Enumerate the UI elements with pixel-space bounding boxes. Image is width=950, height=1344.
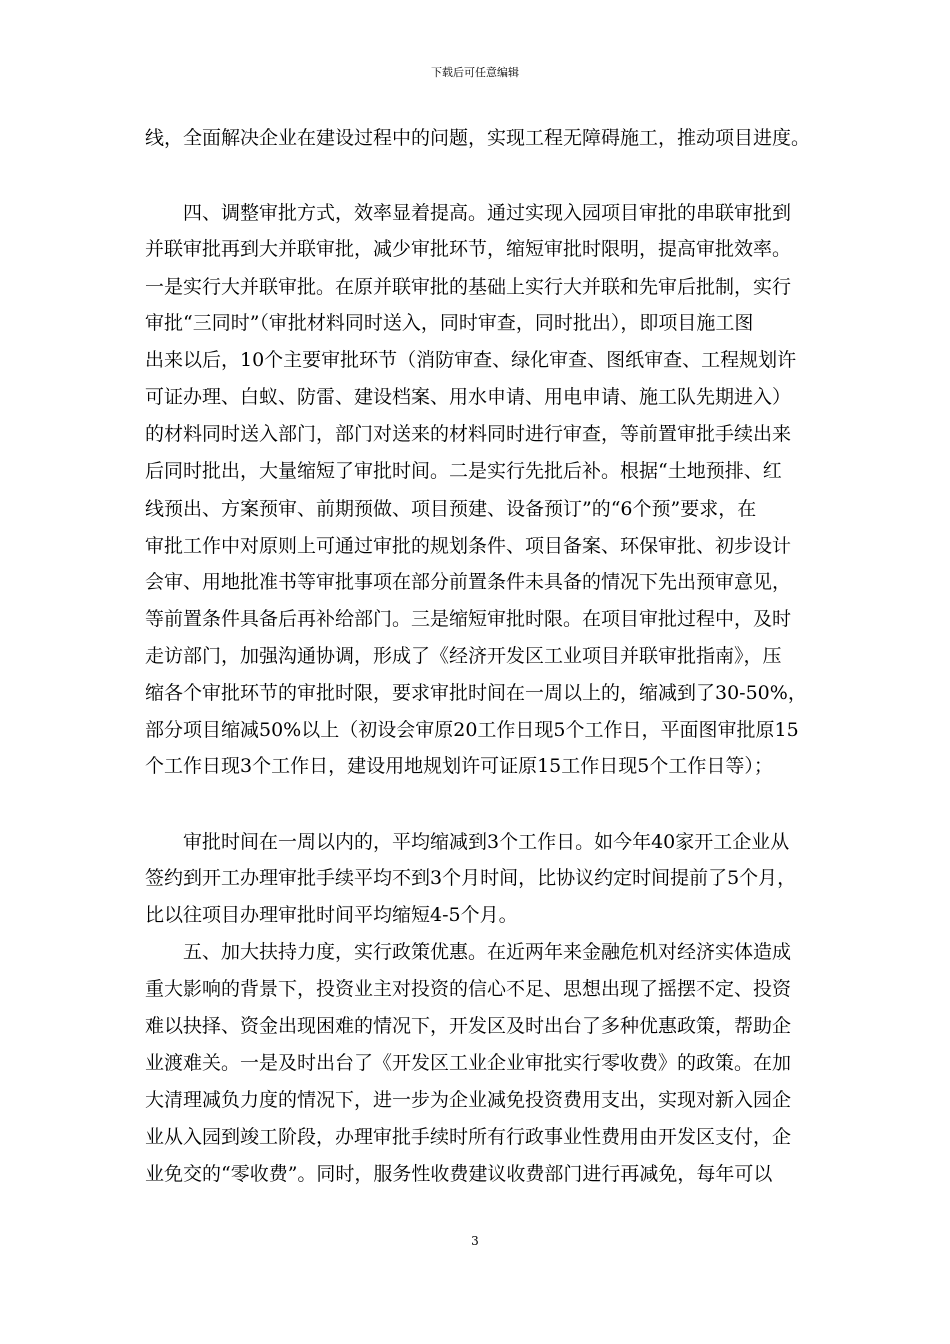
body-text-line: 等前置条件具备后再补给部门。三是缩短审批时限。在项目审批过程中，及时 bbox=[145, 608, 792, 630]
body-text-line: 业免交的“零收费”。同时，服务性收费建议收费部门进行再减免，每年可以 bbox=[145, 1163, 773, 1185]
body-text-line: 五、加大扶持力度，实行政策优惠。在近两年来金融危机对经济实体造成 bbox=[145, 941, 792, 963]
body-text-line: 大清理减负力度的情况下，进一步为企业减免投资费用支出，实现对新入园企 bbox=[145, 1089, 792, 1111]
body-text-line: 四、调整审批方式，效率显着提高。通过实现入园项目审批的串联审批到 bbox=[145, 202, 792, 224]
body-text-line: 后同时批出，大量缩短了审批时间。二是实行先批后补。根据“土地预排、红 bbox=[145, 460, 782, 482]
body-text-line: 部分项目缩减50%以上（初设会审原20工作日现5个工作日，平面图审批原15 bbox=[145, 719, 799, 741]
body-text-line: 一是实行大并联审批。在原并联审批的基础上实行大并联和先审后批制，实行 bbox=[145, 276, 792, 298]
body-text-line: 个工作日现3个工作日，建设用地规划许可证原15工作日现5个工作日等）； bbox=[145, 755, 773, 777]
body-text-line: 缩各个审批环节的审批时限，要求审批时间在一周以上的，缩减到了30-50%， bbox=[145, 682, 807, 704]
body-text-line: 业渡难关。一是及时出台了《开发区工业企业审批实行零收费》的政策。在加 bbox=[145, 1052, 792, 1074]
body-text-line: 的材料同时送入部门，部门对送来的材料同时进行审查，等前置审批手续出来 bbox=[145, 423, 792, 445]
body-text-line: 重大影响的背景下，投资业主对投资的信心不足、思想出现了摇摆不定、投资 bbox=[145, 978, 792, 1000]
body-text-line: 可证办理、白蚁、防雷、建设档案、用水申请、用电申请、施工队先期进入） bbox=[145, 386, 792, 408]
body-text-line: 线，全面解决企业在建设过程中的问题，实现工程无障碍施工，推动项目进度。 bbox=[145, 127, 811, 149]
body-text-line: 签约到开工办理审批手续平均不到3个月时间，比协议约定时间提前了5个月， bbox=[145, 867, 797, 889]
body-text-line: 出来以后，10个主要审批环节（消防审查、绿化审查、图纸审查、工程规划许 bbox=[145, 349, 797, 371]
body-text-line: 走访部门，加强沟通协调，形成了《经济开发区工业项目并联审批指南》，压 bbox=[145, 645, 782, 667]
body-text-line: 业从入园到竣工阶段，办理审批手续时所有行政事业性费用由开发区支付，企 bbox=[145, 1126, 792, 1148]
body-text-line: 难以抉择、资金出现困难的情况下，开发区及时出台了多种优惠政策，帮助企 bbox=[145, 1015, 792, 1037]
page-number: 3 bbox=[471, 1234, 479, 1248]
body-text-line: 比以往项目办理审批时间平均缩短4-5个月。 bbox=[145, 904, 518, 926]
body-text-line: 线预出、方案预审、前期预做、项目预建、设备预订”的“6个预”要求，在 bbox=[145, 498, 757, 520]
body-text-line: 会审、用地批准书等审批事项在部分前置条件未具备的情况下先出预审意见， bbox=[145, 571, 792, 593]
body-text-line: 审批工作中对原则上可通过审批的规划条件、项目备案、环保审批、初步设计 bbox=[145, 535, 792, 557]
body-text-line: 并联审批再到大并联审批，减少审批环节，缩短审批时限明，提高审批效率。 bbox=[145, 238, 792, 260]
page-header: 下载后可任意编辑 bbox=[431, 66, 519, 79]
body-text-line: 审批“三同时”（审批材料同时送入，同时审查，同时批出），即项目施工图 bbox=[145, 312, 754, 334]
body-text-line: 审批时间在一周以内的，平均缩减到3个工作日。如今年40家开工企业从 bbox=[145, 831, 790, 853]
